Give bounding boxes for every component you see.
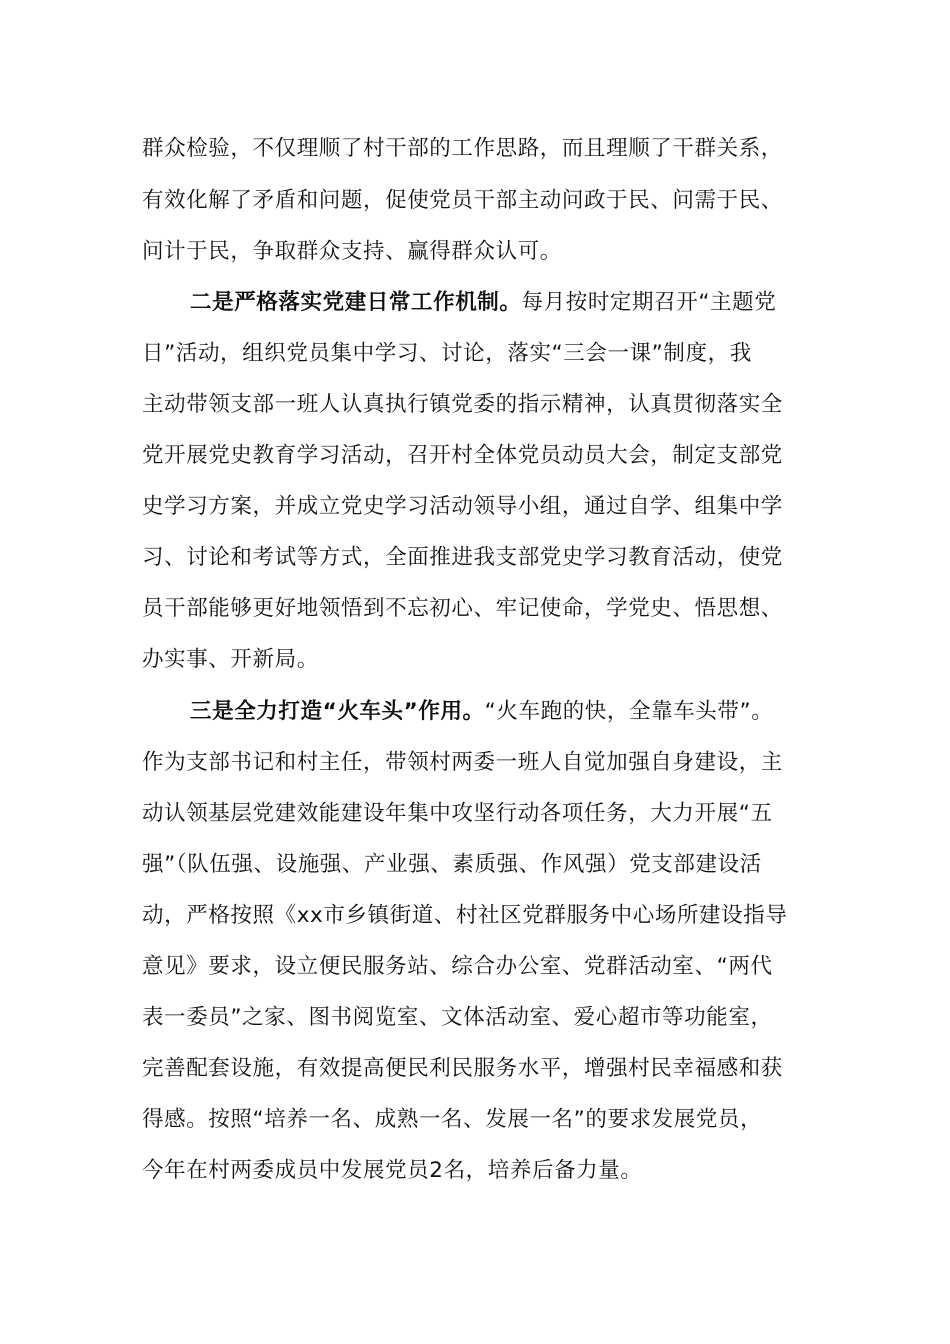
paragraph-3-line-3: 动认领基层党建效能建设年集中攻坚行动各项任务，大力开展“五: [142, 801, 773, 826]
paragraph-2-line-6: 习、讨论和考试等方式，全面推进我支部党史学习教育活动，使党: [142, 545, 783, 570]
paragraph-1-line-2: 有效化解了矛盾和问题，促使党员干部主动问政于民、问需于民、: [142, 188, 783, 213]
paragraph-3-line-10: 今年在村两委成员中发展党员2名，培养后备力量。: [142, 1158, 643, 1183]
paragraph-2-line-8: 办实事、开新局。: [142, 647, 319, 672]
paragraph-2-line-3: 主动带领支部一班人认真执行镇党委的指示精神，认真贯彻落实全: [142, 392, 783, 417]
paragraph-3-line-1: [190, 697, 880, 727]
paragraph-2-line-7: 员干部能够更好地领悟到不忘初心、牢记使命，学党史、悟思想、: [142, 596, 783, 621]
paragraph-3-line-2: 作为支部书记和村主任，带领村两委一班人自觉加强自身建设，主: [142, 750, 783, 775]
paragraph-2-line-1: [190, 288, 880, 318]
paragraph-2-first-line-text: 每月按时定期召开“主题党: [521, 290, 777, 315]
paragraph-3-line-5: 动，严格按照《xx市乡镇街道、村社区党群服务中心场所建设指导: [142, 903, 788, 928]
paragraph-2-line-5: 史学习方案，并成立党史学习活动领导小组，通过自学、组集中学: [142, 494, 783, 519]
paragraph-2-line-2: 日”活动，组织党员集中学习、讨论，落实“三会一课”制度，我: [142, 341, 752, 366]
paragraph-3-line-8: 完善配套设施，有效提高便民利民服务水平，增强村民幸福感和获: [142, 1056, 783, 1081]
paragraph-1-line-1: 群众检验，不仅理顺了村干部的工作思路，而且理顺了干群关系，: [142, 136, 783, 161]
paragraph-3-line-4: 强”（队伍强、设施强、产业强、素质强、作风强）党支部建设活: [142, 852, 762, 877]
paragraph-2-heading: 二是严格落实党建日常工作机制。: [190, 290, 522, 315]
paragraph-3-line-7: 表一委员”之家、图书阅览室、文体活动室、爱心超市等功能室，: [142, 1005, 773, 1030]
paragraph-1-line-3: 问计于民，争取群众支持、赢得群众认可。: [142, 239, 562, 264]
paragraph-3-line-9: 得感。按照“培养一名、成熟一名、发展一名”的要求发展党员，: [142, 1107, 763, 1132]
paragraph-3-heading: 三是全力打造“火车头”作用。: [190, 699, 485, 724]
paragraph-2-line-4: 党开展党史教育学习活动，召开村全体党员动员大会，制定支部党: [142, 443, 783, 468]
paragraph-3-line-6: 意见》要求，设立便民服务站、综合办公室、党群活动室、“两代: [142, 954, 773, 979]
paragraph-3-first-line-text: “火车跑的快，全靠车头带”。: [484, 699, 774, 724]
